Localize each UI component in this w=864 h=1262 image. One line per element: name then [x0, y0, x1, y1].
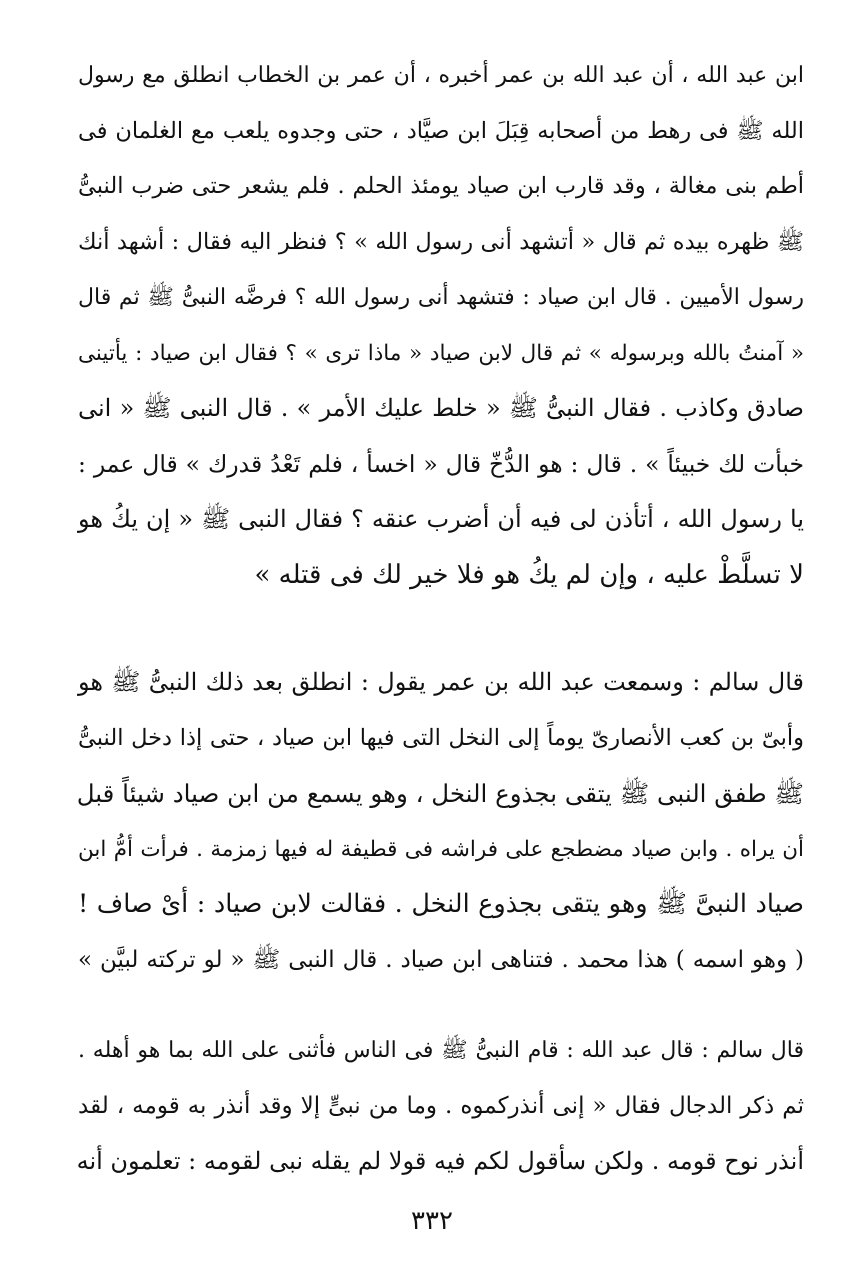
text-line: « آمنتُ بالله وبرسوله » ثم قال لابن صياد « ماذا ترى » ؟ فقال ابن صياد : يأتينى — [78, 340, 804, 366]
text-line: قال سالم : قال عبد الله : قام النبىُّ ﷺ فى الناس فأثنى على الله بما هو أهله . — [78, 1038, 804, 1063]
page-number: ٣٣٢ — [411, 1206, 453, 1236]
text-line: أن يراه . وابن صياد مضطجع على فراشه فى قطيفة له فيها زمزمة . فرأت أمُّ ابن — [78, 836, 804, 862]
text-line: خبأت لك خبيئاً » . قال : هو الدُّخّ قال « اخسأ ، فلم تَعْدُ قدرك » قال عمر : — [78, 449, 804, 478]
text-line: ( وهو اسمه ) هذا محمد . فتناهى ابن صياد . قال النبى ﷺ « لو تركته لبيَّن » — [78, 946, 804, 973]
text-line: ﷺ طفق النبى ﷺ يتقى بجذوع النخل ، وهو يسمع من ابن صياد شيئاً قبل — [76, 779, 804, 808]
text-line: قال سالم : وسمعت عبد الله بن عمر يقول : انطلق بعد ذلك النبىُّ ﷺ هو — [78, 668, 804, 696]
paragraph-2 — [78, 655, 804, 988]
text-line: ابن عبد الله ، أن عبد الله بن عمر أخبره ، أن عمر بن الخطاب انطلق مع رسول — [78, 63, 804, 88]
text-line: صياد النبىَّ ﷺ وهو يتقى بجذوع النخل . فقالت لابن صياد : أىْ صاف ! — [78, 889, 804, 919]
text-line: ثم ذكر الدجال فقال « إنى أنذركموه . وما من نبىٍّ إلا وقد أنذر به قومه ، لقد — [78, 1092, 804, 1119]
text-line: يا رسول الله ، أتأذن لى فيه أن أضرب عنقه ؟ فقال النبى ﷺ « إن يكُ هو — [78, 505, 805, 533]
text-line: رسول الأميين . قال ابن صياد : فتشهد أنى رسول الله ؟ فرضَّه النبىُّ ﷺ ثم قال — [78, 285, 804, 310]
text-line: ﷺ ظهره بيده ثم قال « أتشهد أنى رسول الله » ؟ فنظر اليه فقال : أشهد أنك — [78, 228, 804, 255]
text-line: لا تسلَّطْ عليه ، وإن لم يكُ هو فلا خير لك فى قتله » — [254, 559, 804, 590]
text-line: أطم بنى مغالة ، وقد قارب ابن صياد يومئذ الحلم . فلم يشعر حتى ضرب النبىُّ — [78, 173, 805, 199]
paragraph-1 — [78, 48, 804, 603]
text-line: الله ﷺ فى رهط من أصحابه قِبَلَ ابن صيَّاد ، حتى وجدوه يلعب مع الغلمان فى — [78, 117, 804, 144]
text-line: صادق وكاذب . فقال النبىُّ ﷺ « خلط عليك الأمر » . قال النبى ﷺ « انى — [78, 394, 804, 422]
text-line: أنذر نوح قومه . ولكن سأقول لكم فيه قولا لم يقله نبى لقومه : تعلمون أنه — [76, 1147, 804, 1175]
text-line: وأبىّ بن كعب الأنصارىّ يوماً إلى النخل التى فيها ابن صياد ، حتى إذا دخل النبىُّ — [78, 724, 804, 751]
paragraph-3 — [78, 1023, 804, 1190]
